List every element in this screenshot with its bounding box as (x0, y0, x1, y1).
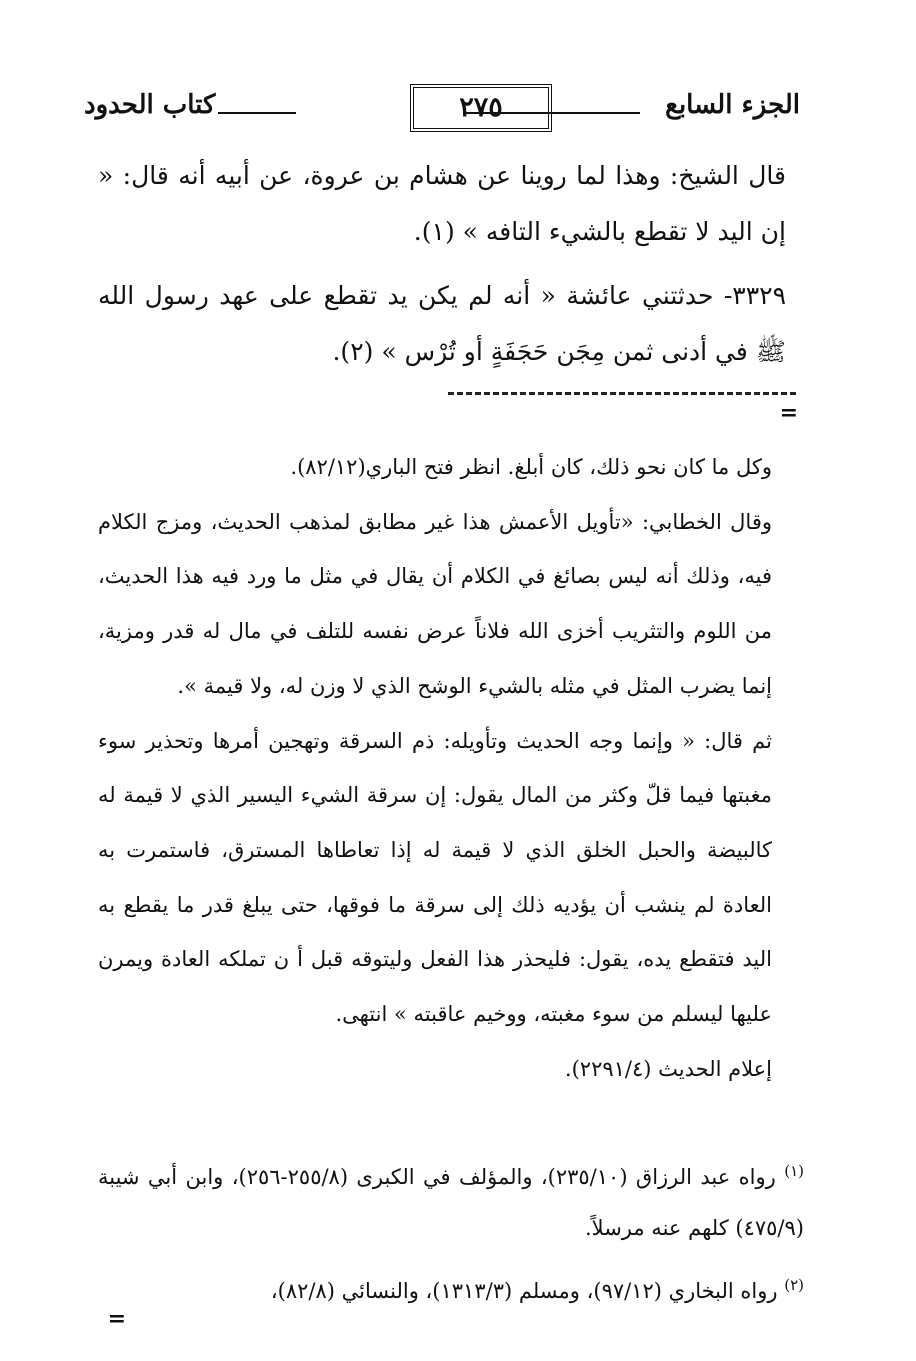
commentary-paragraph: ثم قال: « وإنما وجه الحديث وتأويله: ذم السرقة وتهجين أمرها وتحذير سوء مغبتها فيما قلّ وكثر من المال يقول: إن سرقة الشيء اليسير الذي لا قيمة له كالبيضة والحبل الخلق الذي لا قيمة له إذا تعاطاها المسترق، فاستمرت به العادة لم ينشب أن يؤديه ذلك إلى سرقة ما فوقها، حتى يبلغ قدر ما يقطع به اليد فتقطع يده، يقول: فليحذر هذا الفعل وليتوقه قبل أ ن تملكه العادة ويمرن عليها ليسلم من سوء مغبته، ووخيم عاقبته » انتهى. (98, 728, 772, 1027)
footnote-2 (98, 1260, 804, 1317)
footnote-text: رواه البخاري (٩٧/١٢)، ومسلم (١٣١٣/٣)، والنسائي (٨٢/٨)، (270, 1279, 778, 1303)
footnotes (98, 1146, 804, 1317)
footnote-marker: (٢) (784, 1276, 804, 1294)
header-rule-left (218, 112, 296, 114)
commentary-paragraph: وكل ما كان نحو ذلك، كان أبلغ. انظر فتح الباري(٨٢/١٢). (290, 455, 772, 479)
continuation-mark-bottom: = (107, 1306, 126, 1332)
commentary-paragraph: إعلام الحديث (٢٢٩١/٤). (564, 1056, 772, 1081)
main-text (98, 148, 786, 380)
part-title: الجزء السابع (665, 90, 800, 120)
footnote-marker: (١) (784, 1162, 804, 1180)
book-title: كتاب الحدود (84, 90, 216, 120)
footnote-1 (98, 1146, 804, 1254)
hadith-paragraph: ٣٣٢٩- حدثتني عائشة « أنه لم يكن يد تقطع على عهد رسول الله ﷺ في أدنى ثمن مِجَن حَجَفَةٍ أو تُرْس » (٢). (98, 281, 786, 366)
footnote-separator (448, 392, 796, 395)
main-paragraph: قال الشيخ: وهذا لما روينا عن هشام بن عروة، عن أبيه أنه قال: « إن اليد لا تقطع بالشيء التافه » (١). (98, 161, 786, 246)
commentary-paragraph: وقال الخطابي: «تأويل الأعمش هذا غير مطابق لمذهب الحديث، ومزج الكلام فيه، وذلك أنه ليس بصائغ في الكلام أن يقال في مثل ما ورد فيه هذا الحديث، من اللوم والتثريب أخزى الله فلاناً عرض نفسه للتلف في مال له قدر ومزية، إنما يضرب المثل في مثله بالشيء الوشح الذي لا وزن له، ولا قيمة ». (98, 509, 772, 698)
page-number: ٢٧٥ (410, 84, 552, 132)
footnote-text: رواه عبد الرزاق (٢٣٥/١٠)، والمؤلف في الكبرى (٢٥٥/٨-٢٥٦)، وابن أبي شيبة (٤٧٥/٩) كلهم عنه مرسلاً. (98, 1165, 804, 1240)
continuation-mark-top: = (779, 400, 798, 426)
running-header (84, 84, 800, 130)
commentary-text (98, 440, 772, 1096)
